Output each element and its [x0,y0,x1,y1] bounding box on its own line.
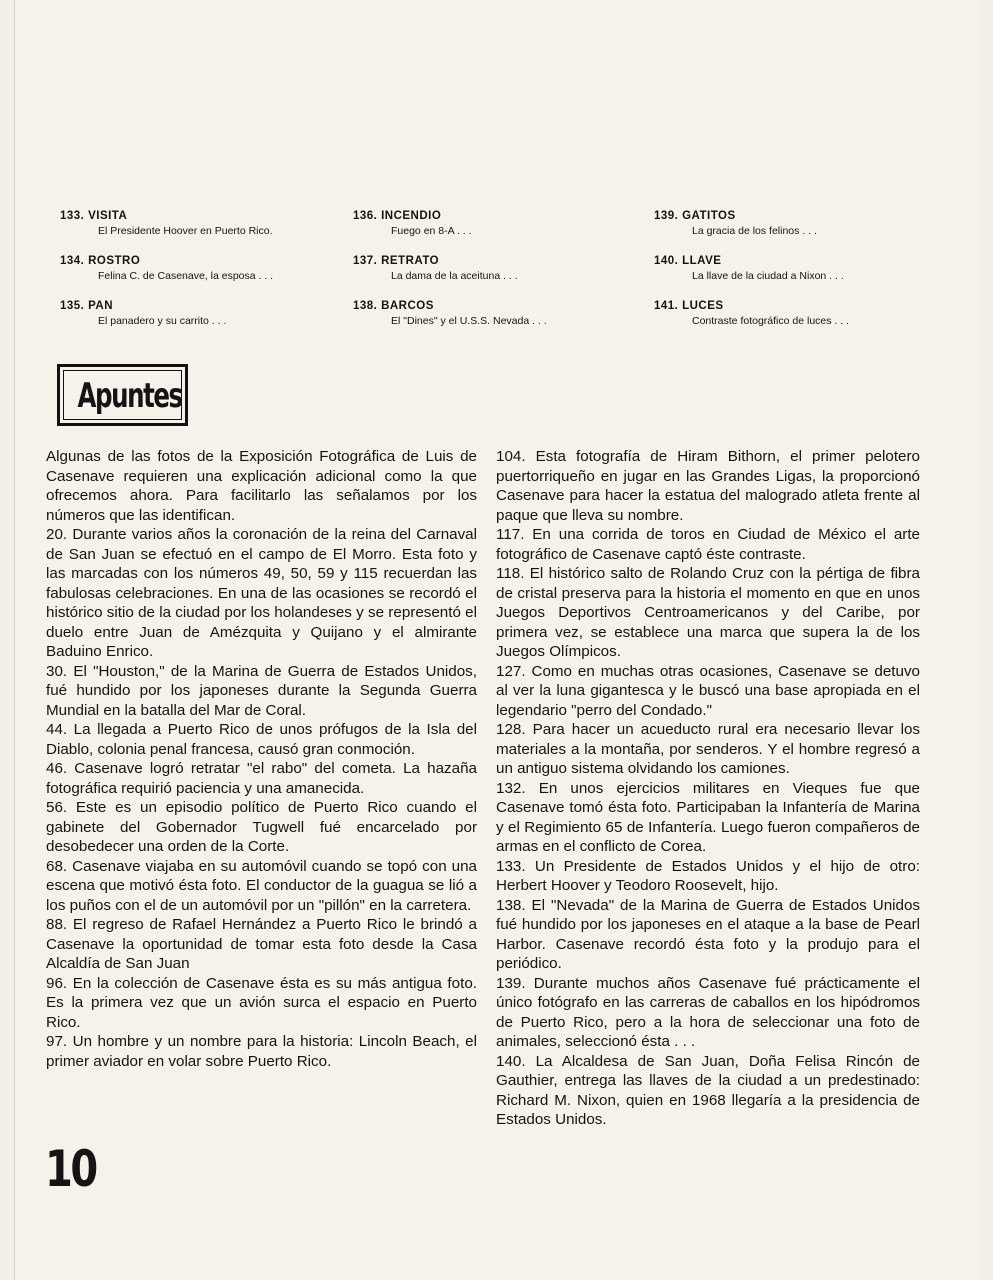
caption-description: La dama de la aceituna . . . [391,270,518,282]
paragraph: 138. El "Nevada" de la Marina de Guerra de Estados Unidos fué hundido por los japoneses en el ataque a la base de Pearl Harbor. Casenave recordó ésta foto y la produjo para el periódico. [496,896,920,972]
paragraph: 68. Casenave viajaba en su automóvil cuando se topó con una escena que motivó ésta foto. El conductor de la guagua se lió a los puños con el de un automóvil por un "pillón" en la carretera. [46,857,477,914]
page-number: 10 [45,1140,96,1198]
paragraph: Algunas de las fotos de la Exposición Fotográfica de Luis de Casenave requieren una explicación adicional como la que ofrecemos ahora. Para facilitarlo las señalamos por los números que las identifican. [46,448,477,524]
caption-heading: 136. INCENDIO [353,210,442,222]
caption-column-2 [353,209,613,344]
caption-item [353,254,613,299]
caption-description: La gracia de los felinos . . . [692,225,817,237]
caption-heading: 137. RETRATO [353,255,440,267]
paragraph: 30. El "Houston," de la Marina de Guerra de Estados Unidos, fué hundido por los japoneses durante la Segunda Guerra Mundial en la batalla del Mar de Coral. [46,662,477,719]
caption-heading: 133. VISITA [60,210,128,222]
section-title-box [57,364,188,426]
caption-heading: 140. LLAVE [654,255,722,267]
paragraph: 46. Casenave logró retratar "el rabo" del cometa. La hazaña fotográfica requirió paciencia y una amanecida. [46,760,477,797]
paragraph: 127. Como en muchas otras ocasiones, Casenave se detuvo al ver la luna gigantesca y le buscó una base apropiada en el legendario "perro del Condado." [496,662,920,719]
paragraph: 88. El regreso de Rafael Hernández a Puerto Rico le brindó a Casenave la oportunidad de tomar esta foto desde la Casa Alcaldía de San Juan [46,916,477,972]
paragraph: 96. En la colección de Casenave ésta es su más antigua foto. Es la primera vez que un avión surca el espacio en Puerto Rico. [46,974,477,1031]
caption-item [654,299,914,344]
article-column-left [46,447,477,1071]
caption-description: Felina C. de Casenave, la esposa . . . [98,270,274,282]
caption-item [60,209,320,254]
paragraph: 44. La llegada a Puerto Rico de unos prófugos de la Isla del Diablo, colonia penal francesa, causó gran conmoción. [46,721,477,758]
caption-description: El "Dines" y el U.S.S. Nevada . . . [391,315,547,327]
caption-heading: 141. LUCES [654,300,724,312]
paragraph: 118. El histórico salto de Rolando Cruz con la pértiga de fibra de cristal preserva para la historia el momento en que en unos Juegos Deportivos Centroamericanos y del Caribe, por primera vez, se establece una marca que supera la de los Juegos Olímpicos. [496,565,920,660]
caption-item [60,299,320,344]
caption-description: Contraste fotográfico de luces . . . [692,315,849,327]
paragraph: 140. La Alcaldesa de San Juan, Doña Felisa Rincón de Gauthier, entrega las llaves de la ciudad a un predestinado: Richard M. Nixon, quien en 1968 llegaría a la presidencia de Estados Unidos. [496,1052,920,1128]
paragraph: 20. Durante varios años la coronación de la reina del Carnaval de San Juan se efectuó en el campo de El Morro. Esta foto y las marcadas con los números 49, 50, 59 y 115 recuerdan las fabulosas celebraciones. En una de las ocasiones se recordó el histórico sitio de la ciudad por los holandeses y se representó el duelo entre Juan de Amézquita y Quijano y el almirante Baduino Enrico. [46,526,477,660]
paragraph: 56. Este es un episodio político de Puerto Rico cuando el gabinete del Gobernador Tugwell fué encarcelado por desobedecer una orden de la Corte. [46,799,477,855]
section-title: Apuntes [77,376,182,416]
caption-item [353,209,613,254]
caption-column-1 [60,209,320,344]
caption-description: El panadero y su carrito . . . [98,315,227,327]
paragraph: 139. Durante muchos años Casenave fué prácticamente el único fotógrafo en las carreras de caballos en los hipódromos de Puerto Rico, pero a la hora de seleccionar una foto de animales, seleccionó ésta . . . [496,974,920,1050]
caption-description: El Presidente Hoover en Puerto Rico. [98,225,273,237]
paragraph: 133. Un Presidente de Estados Unidos y el hijo de otro: Herbert Hoover y Teodoro Roosevelt, hijo. [496,857,920,894]
caption-item [353,299,613,344]
caption-column-3 [654,209,914,344]
article-column-right [496,447,920,1130]
caption-heading: 134. ROSTRO [60,255,141,267]
caption-heading: 138. BARCOS [353,300,434,312]
caption-description: La llave de la ciudad a Nixon . . . [692,270,844,282]
paragraph: 117. En una corrida de toros en Ciudad de México el arte fotográfico de Casenave captó éste contraste. [496,526,920,563]
caption-item [654,209,914,254]
paragraph: 128. Para hacer un acueducto rural era necesario llevar los materiales a la montaña, por senderos. Y el hombre regresó a un antiguo sistema olvidando los camiones. [496,721,920,777]
paragraph: 132. En unos ejercicios militares en Vieques fue que Casenave tomó ésta foto. Participaban la Infantería de Marina y el Regimiento 65 de Infantería. Luego fueron compañeros de armas en el conflicto de Corea. [496,779,920,855]
caption-item [654,254,914,299]
caption-item [60,254,320,299]
caption-heading: 135. PAN [60,300,114,312]
paragraph: 97. Un hombre y un nombre para la historia: Lincoln Beach, el primer aviador en volar sobre Puerto Rico. [46,1033,477,1070]
caption-heading: 139. GATITOS [654,210,736,222]
paragraph: 104. Esta fotografía de Hiram Bithorn, el primer pelotero puertorriqueño en jugar en las Grandes Ligas, la proporcionó Casenave para hacer la estatua del malogrado atleta frente al paque que lleva su nombre. [496,448,920,524]
caption-description: Fuego en 8-A . . . [391,225,472,237]
